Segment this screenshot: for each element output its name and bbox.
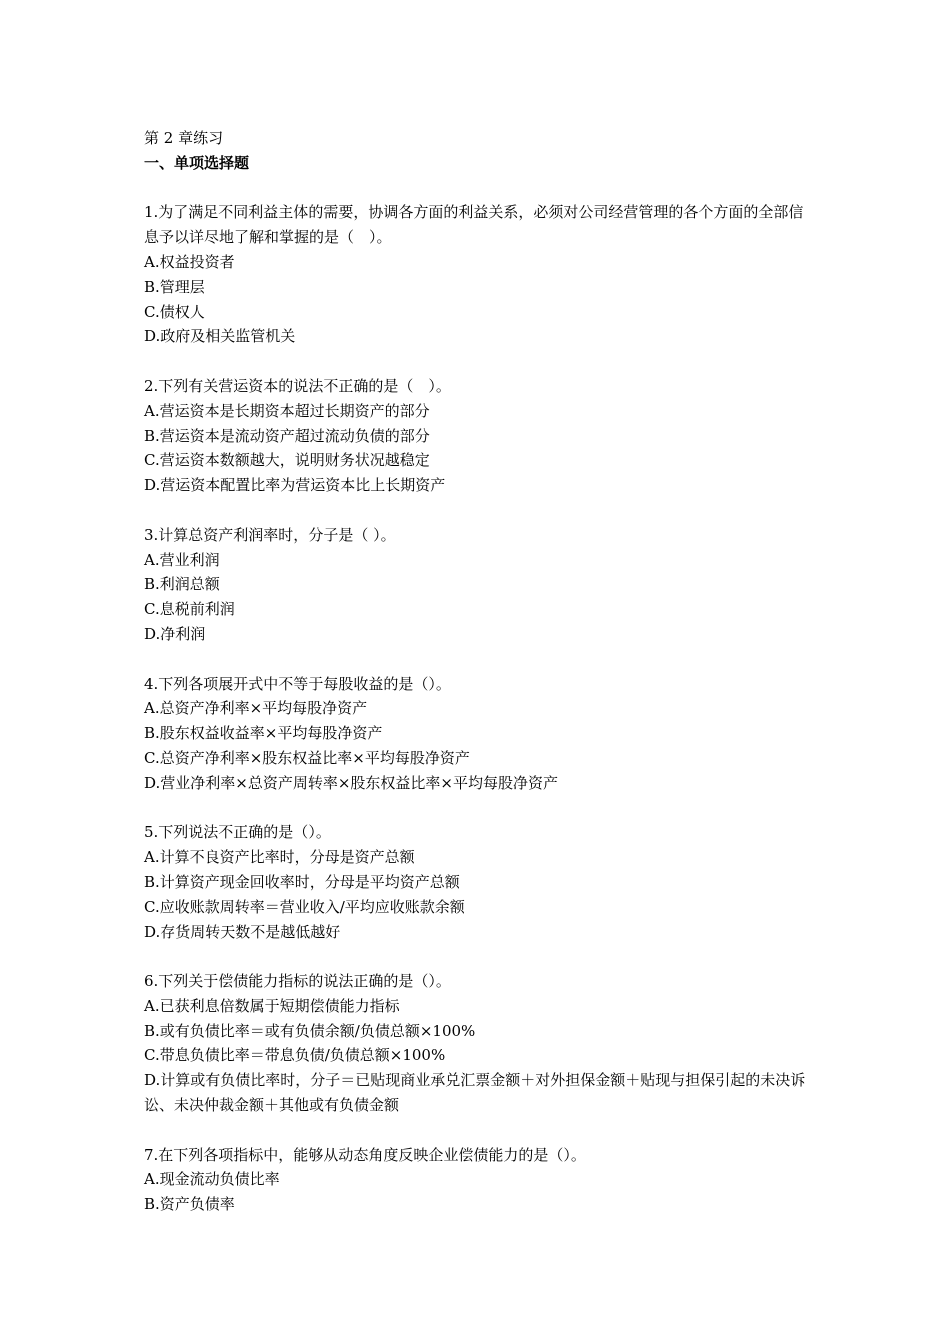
question-stem: 2.下列有关营运资本的说法不正确的是（ ）。 [144, 376, 451, 395]
question-3 [144, 523, 814, 647]
option-b: B.或有负债比率＝或有负债余额/负债总额×100% [144, 1021, 476, 1040]
option-c: C.营运资本数额越大，说明财务状况越稳定 [144, 451, 430, 470]
question-stem: 3.计算总资产利润率时，分子是（ ）。 [144, 525, 396, 544]
question-stem: 5.下列说法不正确的是（）。 [144, 823, 331, 842]
option-c: C.债权人 [144, 302, 205, 321]
question-stem: 4.下列各项展开式中不等于每股收益的是（）。 [144, 674, 451, 693]
option-a: A.现金流动负债比率 [144, 1170, 280, 1189]
question-5 [144, 820, 814, 944]
option-b: B.股东权益收益率×平均每股净资产 [144, 724, 383, 743]
question-2 [144, 374, 814, 498]
option-d: D.存货周转天数不是越低越好 [144, 922, 341, 941]
option-c: C.总资产净利率×股东权益比率×平均每股净资产 [144, 748, 470, 767]
spacer [144, 1118, 814, 1143]
option-d: D.净利润 [144, 624, 206, 643]
section-heading: 一、单项选择题 [144, 153, 250, 172]
option-d: D.营业净利率×总资产周转率×股东权益比率×平均每股净资产 [144, 773, 558, 792]
option-a: A.营运资本是长期资本超过长期资产的部分 [144, 401, 430, 420]
spacer [144, 796, 814, 821]
option-a: A.权益投资者 [144, 252, 235, 271]
option-d: D.营运资本配置比率为营运资本比上长期资产 [144, 476, 446, 495]
question-1 [144, 200, 814, 349]
option-c: C.带息负债比率＝带息负债/负债总额×100% [144, 1046, 446, 1065]
spacer [144, 176, 814, 201]
option-b: B.管理层 [144, 277, 205, 296]
option-a: A.总资产净利率×平均每股净资产 [144, 699, 368, 718]
option-b: B.营运资本是流动资产超过流动负债的部分 [144, 426, 430, 445]
option-c: C.息税前利润 [144, 600, 235, 619]
question-stem: 1.为了满足不同利益主体的需要，协调各方面的利益关系，必须对公司经营管理的各个方面的全部信息予以详尽地了解和掌握的是（ ）。 [144, 203, 804, 247]
option-d: D.政府及相关监管机关 [144, 327, 296, 346]
spacer [144, 944, 814, 969]
question-4 [144, 672, 814, 796]
question-6 [144, 969, 814, 1118]
option-b: B.计算资产现金回收率时，分母是平均资产总额 [144, 872, 460, 891]
option-d: D.计算或有负债比率时，分子＝已贴现商业承兑汇票金额＋对外担保金额＋贴现与担保引起的未决诉讼、未决仲裁金额＋其他或有负债金额 [144, 1071, 806, 1115]
option-a: A.计算不良资产比率时，分母是资产总额 [144, 848, 415, 867]
question-stem: 7.在下列各项指标中，能够从动态角度反映企业偿债能力的是（）。 [144, 1145, 586, 1164]
option-b: B.利润总额 [144, 575, 220, 594]
spacer [144, 498, 814, 523]
question-7 [144, 1143, 814, 1217]
spacer [144, 349, 814, 374]
document-page [144, 126, 814, 1217]
option-a: A.已获利息倍数属于短期偿债能力指标 [144, 996, 400, 1015]
question-stem: 6.下列关于偿债能力指标的说法正确的是（）。 [144, 972, 451, 991]
option-b: B.资产负债率 [144, 1195, 235, 1214]
chapter-title: 第 2 章练习 [144, 129, 224, 147]
spacer [144, 647, 814, 672]
option-a: A.营业利润 [144, 550, 220, 569]
option-c: C.应收账款周转率＝营业收入/平均应收账款余额 [144, 897, 465, 916]
